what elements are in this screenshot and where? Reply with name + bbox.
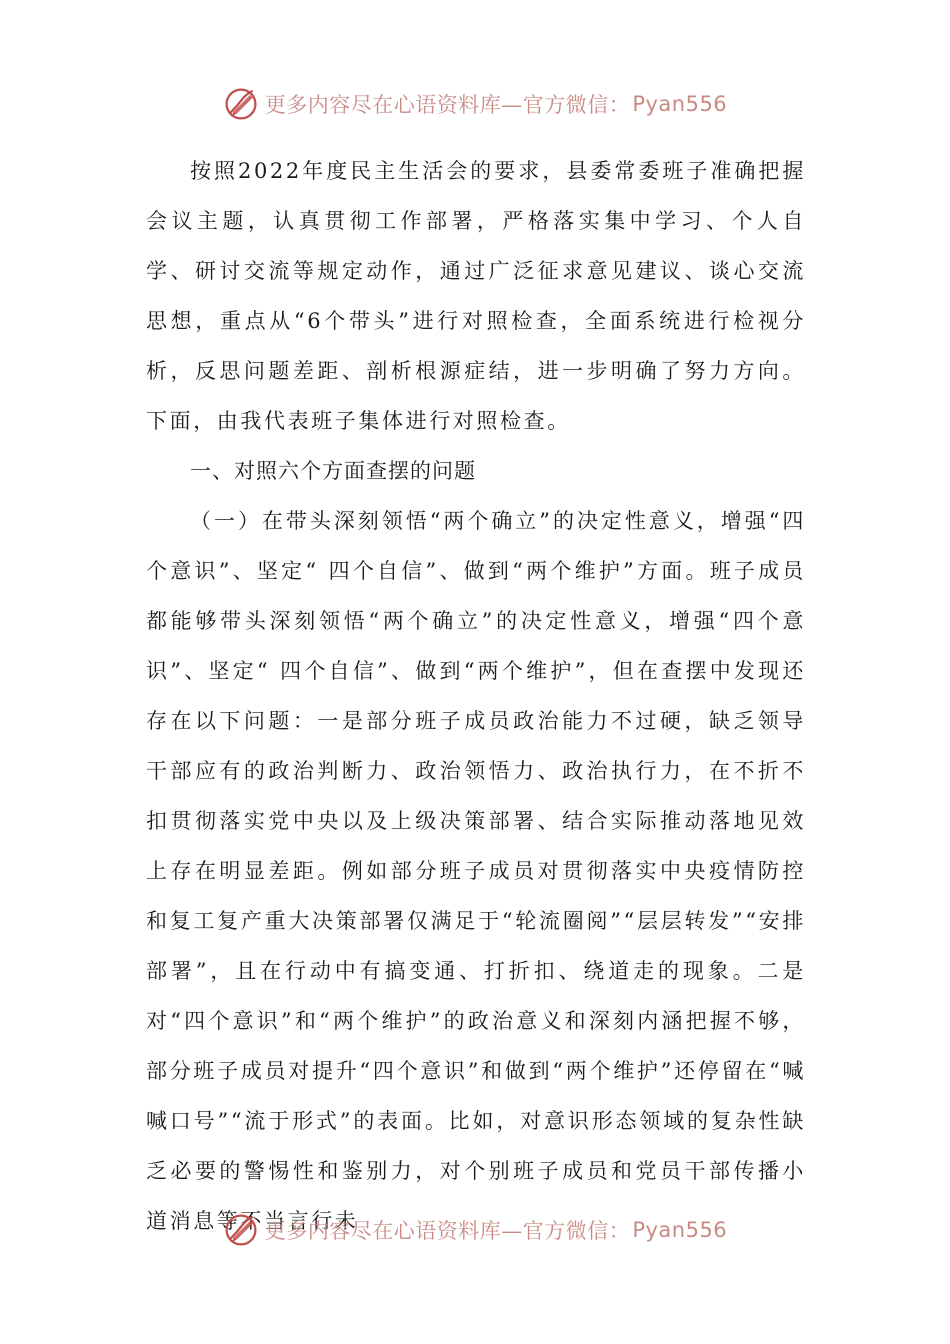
- section-heading: 一、对照六个方面查摆的问题: [190, 459, 476, 483]
- pen-logo-icon: [223, 86, 259, 122]
- body-paragraph: （一）在带头深刻领悟“两个确立”的决定性意义，增强“四个意识”、坚定“ 四个自信”、做到“两个维护”方面。班子成员都能够带头深刻领悟“两个确立”的决定性意义，增强“四个意识”、坚定“ 四个自信”、做到“两个维护”，但在查摆中发现还存在以下问题：一是部分班子成员政治能力不过硬，缺乏领导干部应有的政治判断力、政治领悟力、政治执行力，在不折不扣贯彻落实党中央以及上级决策部署、结合实际推动落地见效上存在明显差距。例如部分班子成员对贯彻落实中央疫情防控和复工复产重大决策部署仅满足于“轮流圈阅”“层层转发”“安排部署”，且在行动中有搞变通、打折扣、绕道走的现象。二是对“四个意识”和“两个维护”的政治意义和深刻内涵把握不够，部分班子成员对提升“四个意识”和做到“两个维护”还停留在“喊喊口号”“流于形式”的表面。比如，对意识形态领域的复杂性缺乏必要的警惕性和鉴别力，对个别班子成员和党员干部传播小道消息等不当言行未: [146, 509, 806, 1233]
- watermark-wechat-id: Pyan556: [632, 1218, 728, 1242]
- watermark-wechat-id: Pyan556: [632, 92, 728, 116]
- intro-paragraph: 按照2022年度民主生活会的要求，县委常委班子准确把握会议主题，认真贯彻工作部署，严格落实集中学习、个人自学、研讨交流等规定动作，通过广泛征求意见建议、谈心交流思想，重点从“6个带头”进行对照检查，全面系统进行检视分析，反思问题差距、剖析根源症结，进一步明确了努力方向。下面，由我代表班子集体进行对照检查。: [146, 159, 806, 433]
- document-body: [146, 146, 806, 1246]
- watermark-text: 更多内容尽在心语资料库—官方微信：: [264, 1219, 631, 1243]
- watermark-header: [0, 84, 950, 124]
- pen-logo-icon: [223, 1212, 259, 1248]
- watermark-text: 更多内容尽在心语资料库—官方微信：: [264, 93, 631, 117]
- watermark-footer: [0, 1210, 950, 1250]
